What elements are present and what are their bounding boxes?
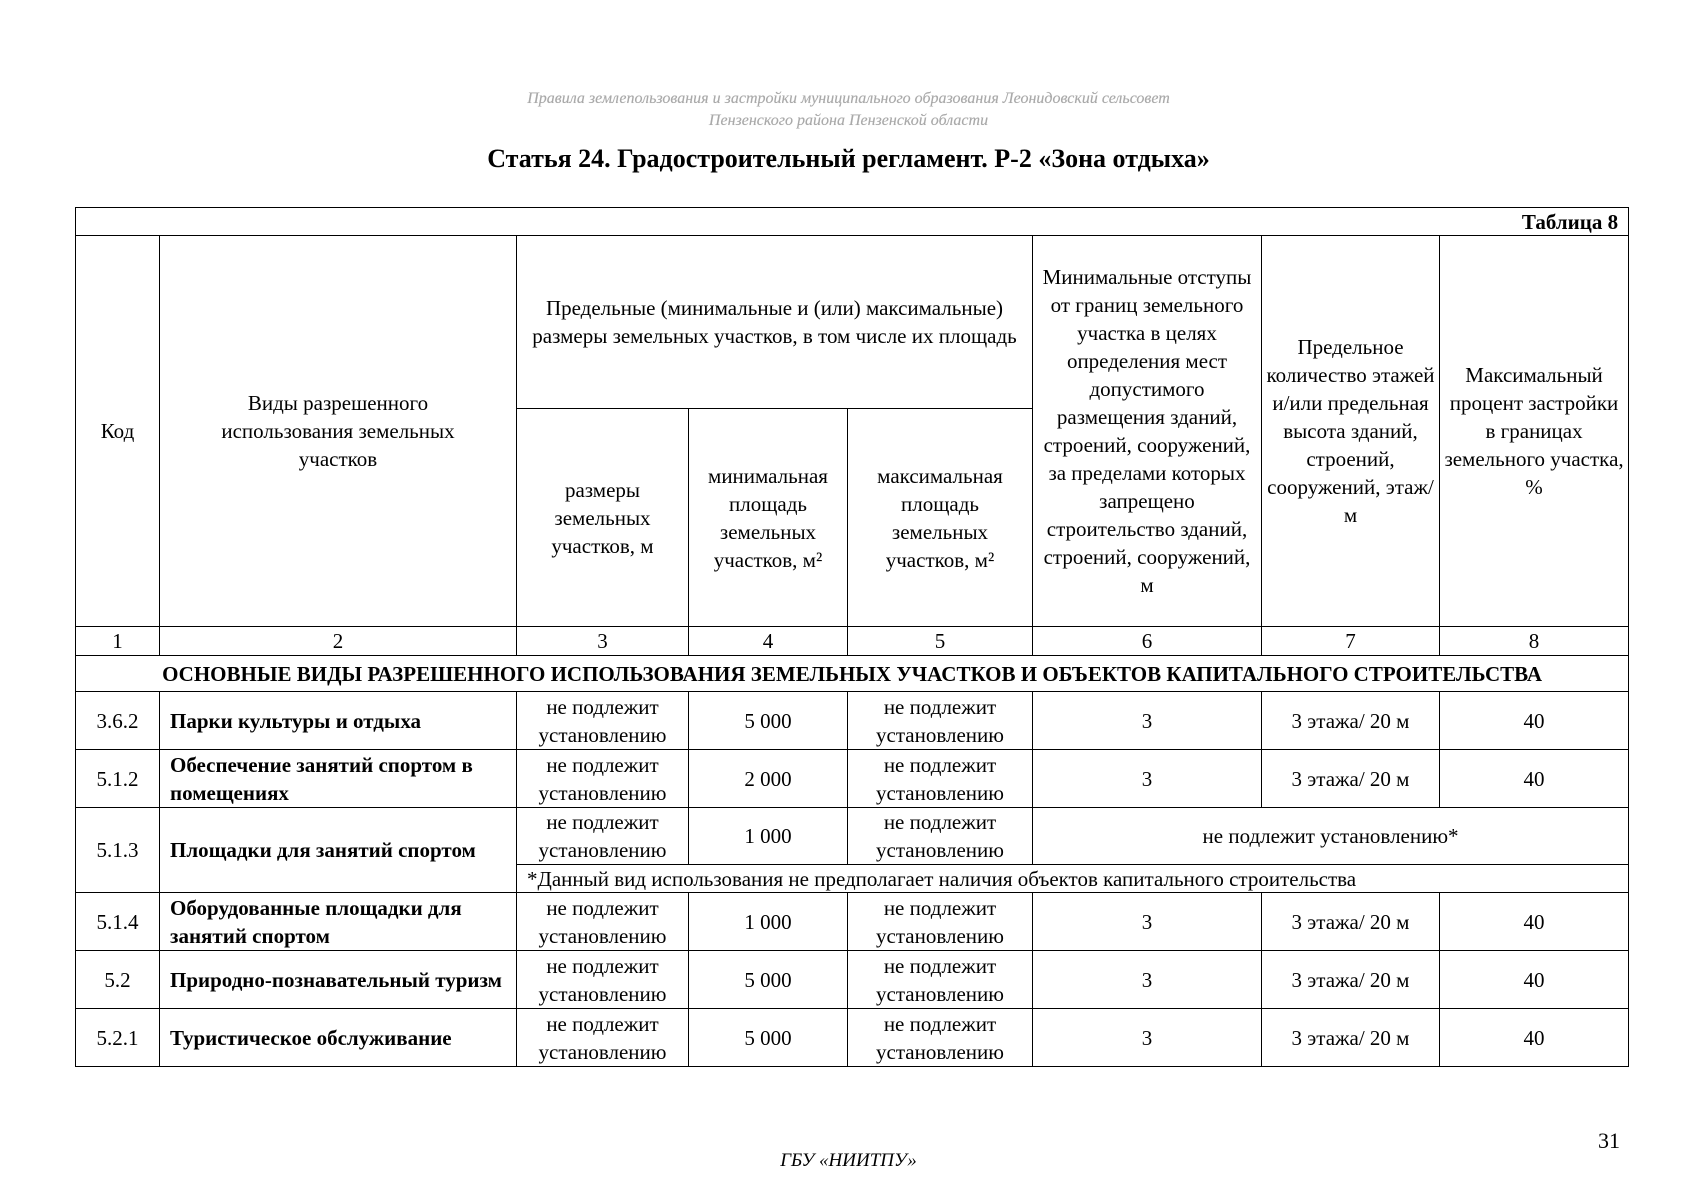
- row-min-area: 5 000: [689, 951, 848, 1009]
- header-coverage: Максимальный процент застройки в границах земельного участка, %: [1440, 236, 1629, 627]
- row-min-area: 5 000: [689, 692, 848, 750]
- header-sizes-group: Предельные (минимальные и (или) максимальные) размеры земельных участков, в том числе их площадь: [517, 236, 1033, 409]
- row-coverage: 40: [1440, 750, 1629, 808]
- row-sizes: не подлежит установлению: [517, 750, 689, 808]
- col-number-7: 7: [1262, 627, 1440, 656]
- row-floors: 3 этажа/ 20 м: [1262, 951, 1440, 1009]
- table-row: [76, 808, 1629, 865]
- table-row: [76, 1009, 1629, 1067]
- row-note: *Данный вид использования не предполагает наличия объектов капитального строительства: [517, 865, 1629, 893]
- header-code: Код: [76, 236, 160, 627]
- row-sizes: не подлежит установлению: [517, 1009, 689, 1067]
- col-number-5: 5: [848, 627, 1033, 656]
- col-number-1: 1: [76, 627, 160, 656]
- col-number-6: 6: [1033, 627, 1262, 656]
- row-sizes: не подлежит установлению: [517, 692, 689, 750]
- header-types: Виды разрешенного использования земельных участков: [160, 236, 517, 627]
- row-setback: 3: [1033, 692, 1262, 750]
- row-floors: 3 этажа/ 20 м: [1262, 692, 1440, 750]
- row-setback: 3: [1033, 951, 1262, 1009]
- footer-organization: ГБУ «НИИТПУ»: [780, 1150, 917, 1171]
- row-name: Туристическое обслуживание: [160, 1009, 517, 1067]
- table-row: [76, 893, 1629, 951]
- row-sizes: не подлежит установлению: [517, 893, 689, 951]
- row-max-area: не подлежит установлению: [848, 1009, 1033, 1067]
- table-row: [76, 692, 1629, 750]
- header-sizes: размеры земельных участков, м: [517, 409, 689, 627]
- row-min-area: 1 000: [689, 893, 848, 951]
- row-max-area: не подлежит установлению: [848, 951, 1033, 1009]
- row-setback: 3: [1033, 750, 1262, 808]
- row-coverage: 40: [1440, 951, 1629, 1009]
- row-max-area: не подлежит установлению: [848, 750, 1033, 808]
- row-code: 5.1.3: [76, 808, 160, 893]
- table-row: [76, 951, 1629, 1009]
- row-floors: 3 этажа/ 20 м: [1262, 1009, 1440, 1067]
- row-merged-value: не подлежит установлению*: [1033, 808, 1629, 865]
- row-setback: 3: [1033, 1009, 1262, 1067]
- section-title: ОСНОВНЫЕ ВИДЫ РАЗРЕШЕННОГО ИСПОЛЬЗОВАНИЯ ЗЕМЕЛЬНЫХ УЧАСТКОВ И ОБЪЕКТОВ КАПИТАЛЬНОГО СТРОИТЕЛЬСТВА: [76, 656, 1629, 692]
- row-min-area: 5 000: [689, 1009, 848, 1067]
- header-line-1: Правила землепользования и застройки муниципального образования Леонидовский сельсовет: [527, 90, 1170, 107]
- row-name: Парки культуры и отдыха: [160, 692, 517, 750]
- row-min-area: 2 000: [689, 750, 848, 808]
- row-code: 5.2: [76, 951, 160, 1009]
- row-code: 5.1.4: [76, 893, 160, 951]
- row-code: 5.1.2: [76, 750, 160, 808]
- article-title: Статья 24. Градостроительный регламент. Р-2 «Зона отдыха»: [487, 144, 1210, 173]
- page-number: 31: [1598, 1128, 1620, 1153]
- row-code: 3.6.2: [76, 692, 160, 750]
- row-floors: 3 этажа/ 20 м: [1262, 893, 1440, 951]
- row-sizes: не подлежит установлению: [517, 951, 689, 1009]
- col-number-8: 8: [1440, 627, 1629, 656]
- header-min-area: минимальная площадь земельных участков, м²: [689, 409, 848, 627]
- row-min-area: 1 000: [689, 808, 848, 865]
- row-setback: 3: [1033, 893, 1262, 951]
- row-name: Обеспечение занятий спортом в помещениях: [160, 750, 517, 808]
- row-max-area: не подлежит установлению: [848, 692, 1033, 750]
- col-number-2: 2: [160, 627, 517, 656]
- row-coverage: 40: [1440, 1009, 1629, 1067]
- regulation-table: [75, 207, 1629, 1067]
- row-code: 5.2.1: [76, 1009, 160, 1067]
- row-name: Площадки для занятий спортом: [160, 808, 517, 893]
- row-max-area: не подлежит установлению: [848, 808, 1033, 865]
- table-row: [76, 750, 1629, 808]
- row-coverage: 40: [1440, 692, 1629, 750]
- row-name: Оборудованные площадки для занятий спортом: [160, 893, 517, 951]
- header-setbacks: Минимальные отступы от границ земельного участка в целях определения мест допустимого размещения зданий, строений, сооружений, за пределами которых запрещено строительство зданий, строений, сооружений, м: [1033, 236, 1262, 627]
- table-label: Таблица 8: [76, 208, 1629, 236]
- col-number-4: 4: [689, 627, 848, 656]
- row-coverage: 40: [1440, 893, 1629, 951]
- row-max-area: не подлежит установлению: [848, 893, 1033, 951]
- document-header-note: [0, 88, 1697, 132]
- row-floors: 3 этажа/ 20 м: [1262, 750, 1440, 808]
- col-number-3: 3: [517, 627, 689, 656]
- row-name: Природно-познавательный туризм: [160, 951, 517, 1009]
- row-sizes: не подлежит установлению: [517, 808, 689, 865]
- header-line-2: Пензенского района Пензенской области: [708, 112, 989, 129]
- header-floors: Предельное количество этажей и/или предельная высота зданий, строений, сооружений, этаж/м: [1262, 236, 1440, 627]
- header-max-area: максимальная площадь земельных участков, м²: [848, 409, 1033, 627]
